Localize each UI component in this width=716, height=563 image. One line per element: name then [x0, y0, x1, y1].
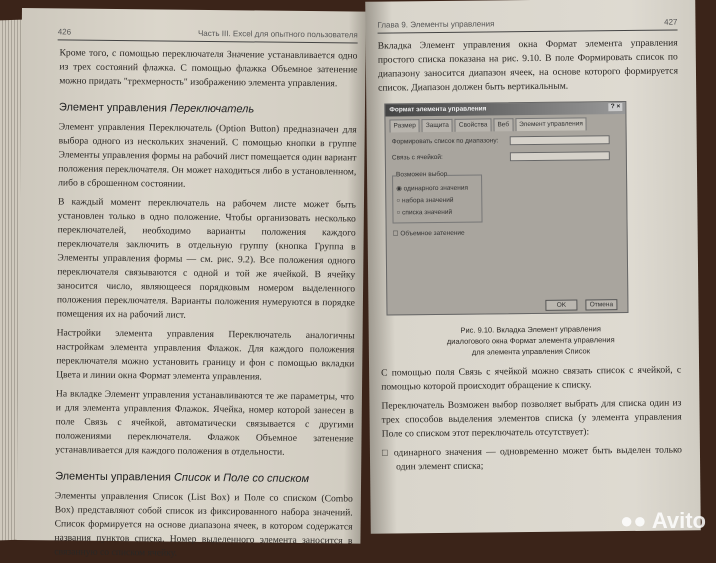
range-label: Формировать список по диапазону: [391, 137, 499, 146]
tab-properties[interactable]: Свойства [455, 118, 492, 131]
body-text [54, 46, 357, 562]
figure-caption: Рис. 9.10. Вкладка Элемент управления диалогового окна Формат элемента управления для элемента управления Список [446, 324, 615, 357]
shading-checkbox[interactable]: ☐ Объемное затенение [392, 229, 465, 238]
paragraph: Переключатель Возможен выбор позволяет выбрать для списка один из трех способов выделения элементов списка (у элемента управления Поле со списком этот переключатель отсутствует): [381, 397, 682, 440]
tab-web[interactable]: Веб [493, 118, 513, 131]
left-page [16, 8, 366, 559]
paragraph: С помощью поля Связь с ячейкой можно связать список с ячейкой, с помощью которой происходит обращение к списку. [381, 364, 682, 393]
format-control-dialog [384, 101, 628, 316]
page-header [58, 16, 358, 43]
tab-control[interactable]: Элемент управления [515, 117, 587, 131]
link-input[interactable] [510, 151, 610, 161]
body-text [378, 36, 683, 474]
tab-protection[interactable]: Защита [422, 119, 453, 132]
paragraph: Настройки элемента управления Переключатель аналогичны настройкам элемента управления Флажок. Для каждого положения переключателя можно установить границу и фон с помощью вкладки Цвета и линии окна Формат элемента управления. [56, 327, 355, 383]
range-input[interactable] [510, 135, 610, 145]
page-number: 426 [57, 27, 72, 37]
radio-extend[interactable]: ○ списка значений [396, 208, 453, 217]
paragraph: Вкладка Элемент управления окна Формат элемента управления простого списка показана на рис. 9.10. В поле Формировать список по диапазону заносится диапазон ячеек, на основе которого формируется список. Диапазон должен быть вертикальным. [377, 37, 679, 94]
page-number: 427 [664, 17, 678, 27]
paragraph: В каждый момент переключатель на рабочем листе может быть установлен только в одно положение. Чтобы организовать несколько переключателей, необходимо варианты положения каждого переключателя заключить в отдельную группу (кнопка Группа в Элементы управления формы — см. рис. 9.2). Все положения одного переключателя связываются с одной и той же ячейкой. В ячейку заносится число, являющееся порядковым номером выделенного положения переключателя. Варианты положения нумеруются в порядке помещения их на рабочий лист. [56, 196, 357, 321]
radio-multi[interactable]: ○ набора значений [396, 196, 454, 205]
dialog-tabs [385, 114, 625, 133]
section-heading: Элемент управления Переключатель [58, 101, 255, 116]
intro-paragraph: Кроме того, с помощью переключателя Значение устанавливается одно из трех состояний флажка. С помощью флажка Объемное затенение можно придать "трехмерность" изображению элемента управления. [59, 47, 358, 90]
avito-watermark: ●● Avito [619, 508, 706, 533]
right-page [365, 0, 701, 534]
running-head: Глава 9. Элементы управления [377, 19, 495, 30]
bullet-item: □ одинарного значения — одновременно может быть выделен только один элемент списка; [381, 444, 682, 473]
link-label: Связь с ячейкой: [391, 153, 443, 162]
ok-button[interactable]: OK [545, 300, 577, 311]
selection-group [392, 170, 482, 224]
section-heading: Элементы управления Список и Поле со списком [55, 470, 310, 486]
avito-logo-icon: ●● [619, 508, 647, 533]
cancel-button[interactable]: Отмена [585, 299, 617, 310]
page-header [377, 6, 677, 33]
dialog-titlebar: Формат элемента управления ? × [385, 102, 625, 117]
group-label: Возможен выбор [396, 170, 448, 179]
running-head: Часть III. Excel для опытного пользователя [197, 28, 358, 40]
radio-single[interactable]: ◉ одинарного значения [396, 184, 469, 193]
paragraph: На вкладке Элемент управления устанавливаются те же параметры, что и для элемента управления Флажок. Ячейка, номер которой занесен в поле Связь с ячейкой, автоматически связывается с другими положениями переключателя. Флажок Объемное затенение устанавливается для каждого положения в отдельности. [55, 388, 355, 458]
tab-size[interactable]: Размер [389, 119, 419, 132]
help-close-buttons[interactable]: ? × [609, 103, 623, 111]
paragraph: Элементы управления Список (List Box) и Поле со списком (Combo Box) представляют собой список из фиксированного набора значений. Список формируется на основе диапазона ячеек, в котором содержатся названия пунктов списка. Номер выделенного элемента заносится в связанную со списком ячейку. [54, 490, 353, 559]
paragraph: Элемент управления Переключатель (Option Button) предназначен для выбора одного из нескольких значений. С помощью кнопки в группе Элементы управления формы на рабочий лист помещается один вариант положения переключателя. Он может находиться либо в установленном, либо в сброшенном состоянии. [58, 121, 357, 190]
